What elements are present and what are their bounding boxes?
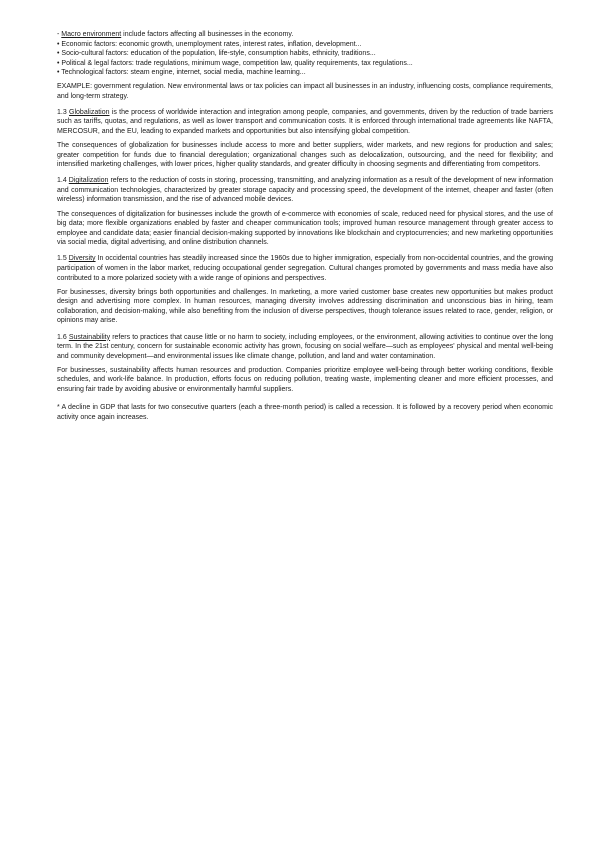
section-number: 1.4 xyxy=(57,177,69,185)
diversity-definition xyxy=(57,254,553,283)
section-term: Sustainability xyxy=(68,333,111,341)
list-item: • Economic factors: economic growth, unemployment rates, interest rates, inflation, development... xyxy=(57,40,362,48)
section-term: Digitalization xyxy=(68,177,109,185)
section-definition-text: refers to practices that cause little or no harm to society, including employees, or the environment, allowing activities to continue over the long term. In the 21st century, concern for sustainable economic activity has grown, focusing on social welfare—such as employees' physical and mental well-being and community development—and environmental issues like climate change, pollution, and land and water contamination. xyxy=(57,333,553,360)
sustainability-consequences: For businesses, sustainability affects human resources and production. Companies prioritize employee well-being through better working conditions, flexible schedules, and work-life balance. In production, efforts focus on reducing pollution, treating waste, implementing cleaner and more efficient processes, and ensuring fair trade by avoiding abusive or environmentally harmful suppliers. xyxy=(57,366,553,393)
list-item-text: Economic factors: economic growth, unemployment rates, interest rates, inflation, development... xyxy=(61,40,362,48)
diversity-consequences: For businesses, diversity brings both opportunities and challenges. In marketing, a more varied customer base creates new opportunities but makes product design and advertising more complex. In human resources, managing diversity involves addressing discrimination and unconscious bias in hiring, team collaboration, and decision-making, while also benefiting from the inclusion of diverse perspectives, though tolerance issues related to race, gender, religion, or opinions may arise. xyxy=(57,288,553,325)
section-term: Diversity xyxy=(68,255,96,263)
digitalization-definition xyxy=(57,176,553,205)
list-item-text: Political & legal factors: trade regulations, minimum wage, competition law, quality requirements, tax regulations... xyxy=(61,59,413,67)
sustainability-definition xyxy=(57,333,553,362)
section-number: 1.5 xyxy=(57,255,69,263)
recession-footnote: * A decline in GDP that lasts for two consecutive quarters (each a three-month period) is called a recession. It is followed by a recovery period when economic activity once again increases. xyxy=(57,404,553,421)
section-term: Globalization xyxy=(69,108,110,116)
globalization-consequences: The consequences of globalization for businesses include access to more and better suppliers, wider markets, and new regions for production and sales; greater competition for funds due to financial deregulation; organizational changes such as delocalization, outsourcing, and the need for flexibility; and intensified marketing challenges, with lower prices, higher quality standards, and greater difficulty in choosing segments and differentiating from competitors. xyxy=(57,141,553,169)
list-item-text: Technological factors: steam engine, internet, social media, machine learning... xyxy=(61,69,306,77)
digitalization-consequences: The consequences of digitalization for businesses include the growth of e-commerce with economies of scale, reduced need for physical stores, and the use of big data; more flexible organizations enabled by faster and cheaper communication tools; improved human resource management through greater access to employee and candidate data; easier financial decision-making supported by innovations like blockchain and cryptocurrencies; and new marketing opportunities via social media, digital advertising, and online distribution channels. xyxy=(57,210,553,247)
section-definition-text: is the process of worldwide interaction and integration among people, companies, and governments, driven by the reduction of trade barriers such as tariffs, quotas, and regulations, as well as lower transport and communication costs. It is enforced through international trade agreements like NAFTA, MERCOSUR, and the EU, leading to expanded markets and opportunities but also intensifying global competition. xyxy=(57,108,553,135)
section-number: 1.3 xyxy=(57,108,70,116)
globalization-definition xyxy=(57,108,553,137)
macro-environment-intro: - Macro environment include factors affecting all businesses in the economy. xyxy=(57,31,294,38)
section-definition-text: refers to the reduction of costs in storing, processing, transmitting, and analyzing information as a result of the development of new information and communication technologies, characterized by greater storage capacity and processing speed, the development of the internet, cheaper and faster (often wireless) information transmission, and the rise of advanced mobile devices. xyxy=(57,177,553,204)
macro-example-paragraph: EXAMPLE: government regulation. New environmental laws or tax policies can impact all businesses in an industry, influencing costs, compliance requirements, and long-term strategy. xyxy=(57,82,553,100)
macro-environment-list xyxy=(57,30,553,78)
list-item-text: Socio-cultural factors: education of the population, life-style, consumption habits, ethnicity, traditions... xyxy=(61,50,376,58)
macro-environment-intro-text: include factors affecting all businesses in the economy. xyxy=(121,31,294,38)
list-item: • Technological factors: steam engine, internet, social media, machine learning... xyxy=(57,69,306,77)
macro-environment-term: Macro environment xyxy=(61,31,122,38)
document-page xyxy=(57,30,553,427)
list-item: • Political & legal factors: trade regulations, minimum wage, competition law, quality requirements, tax regulations... xyxy=(57,59,413,67)
section-number: 1.6 xyxy=(57,333,69,341)
section-definition-text: In occidental countries has steadily increased since the 1960s due to higher immigration, especially from non-occidental countries, and the growing participation of women in the labor market, reducing occupational gender segregation. Cultural changes promoted by governments and mass media have also contributed to a more polarized society with a wide range of opinions and perspectives. xyxy=(57,255,553,282)
list-item: • Socio-cultural factors: education of the population, life-style, consumption habits, ethnicity, traditions... xyxy=(57,50,376,58)
